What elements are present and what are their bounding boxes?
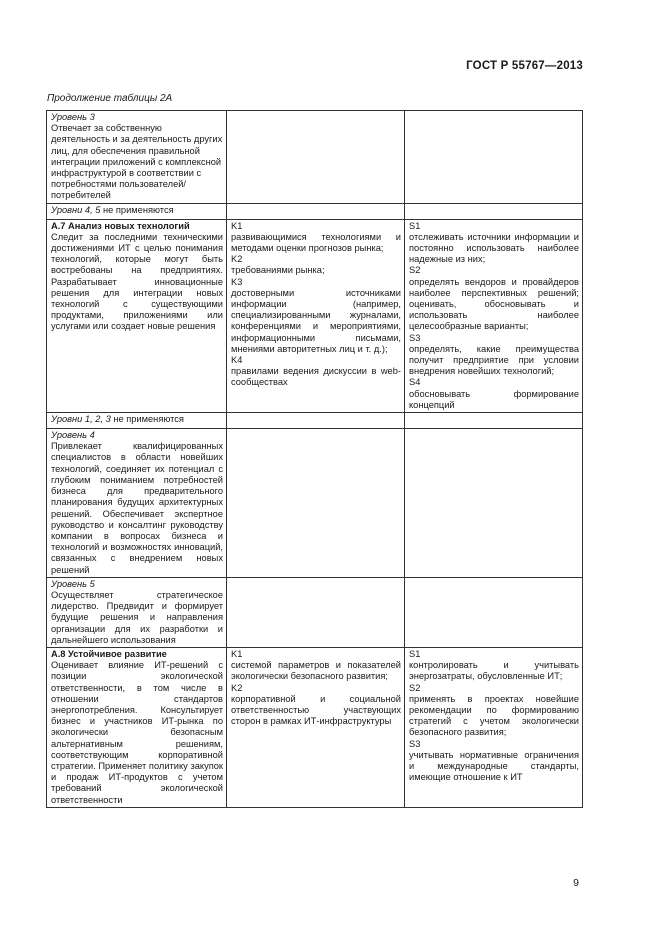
- not-applicable-text: не применяются: [100, 204, 174, 215]
- knowledge-cell: [227, 577, 405, 647]
- skill-text: обосновывать формирование концепций: [409, 388, 579, 410]
- skill-code: S1: [409, 220, 421, 231]
- levels-not-applicable-cell: [47, 203, 227, 219]
- competence-description: Следит за последними техническими достижениями ИТ с целью понимания технологий, которые могут быть востребованы на предприятиях. Разрабатывает инновационные решения для интеграции новых технологий с существующими продуктами, приложениями или услугами или создает новые решения: [51, 231, 223, 332]
- page-number: 9: [573, 877, 579, 889]
- table-continuation-caption: Продолжение таблицы 2А: [47, 93, 173, 104]
- knowledge-text: корпоративной и социальной ответственностью участвующих сторон в рамках ИТ-инфраструктуры: [231, 693, 401, 727]
- skills-cell: [405, 111, 583, 204]
- level-description-cell: [47, 111, 227, 204]
- knowledge-text: правилами ведения дискуссии в web-сообществах: [231, 366, 401, 388]
- competence-description: Оценивает влияние ИТ-решений с позиции экологической ответственности, в том числе в отношении стандартов энергопотребления. Консультирует бизнес и участников ИТ-рынка по экологически безопасным альтернативным решениям, соответствующим корпоративной стратегии. Применяет политику закупок и продаж ИТ-продуктов с учетом требований экологической ответственности: [51, 660, 223, 805]
- competence-title: А.8 Устойчивое развитие: [51, 648, 167, 659]
- knowledge-text: развивающимися технологиями и методами оценки прогнозов рынка;: [231, 231, 401, 254]
- skills-cell: [405, 203, 583, 219]
- not-applicable-text: не применяются: [110, 414, 184, 425]
- skill-text: контролировать и учитывать энергозатраты, обусловленные ИТ;: [409, 660, 579, 682]
- table-row: [47, 413, 583, 429]
- level-description-cell: [47, 429, 227, 578]
- skills-cell: [405, 413, 583, 429]
- standard-number: ГОСТ Р 55767—2013: [466, 60, 583, 72]
- competence-table: [46, 110, 583, 808]
- knowledge-text: достоверными источниками информации (например, специализированными журналами, конференциями и мероприятиями, информационными письмами, мнениями авторитетных лиц и т. д.);: [231, 287, 401, 354]
- skill-text: определять вендоров и провайдеров наиболее перспективных решений; оценивать, обосновывать и использовать наиболее целесообразные варианты;: [409, 276, 579, 332]
- knowledge-cell: [227, 111, 405, 204]
- level-description: Осуществляет стратегическое лидерство. Предвидит и формирует будущие решения и направления организации для их разработки и дальнейшего использования: [51, 589, 223, 645]
- table-row: [47, 111, 583, 204]
- skill-text: определять, какие преимущества получит предприятие при условии внедрения новейших технологий;: [409, 343, 579, 377]
- skill-text: отслеживать источники информации и постоянно использовать наиболее надежные из них;: [409, 231, 579, 265]
- knowledge-cell: [227, 429, 405, 578]
- knowledge-code: K1: [231, 220, 243, 231]
- table-row: [47, 647, 583, 807]
- knowledge-code: K2: [231, 254, 243, 265]
- skills-cell: [405, 647, 583, 807]
- competence-cell: [47, 219, 227, 412]
- table-row: [47, 577, 583, 647]
- level-description: Отвечает за собственную деятельность и за деятельность других лиц, для обеспечения правильной интеграции приложений с комплексной инфраструктурой в соответствии с потребностями пользователей/потребителей: [51, 123, 223, 201]
- knowledge-code: K1: [231, 648, 243, 659]
- level-title: Уровень 4: [51, 430, 95, 441]
- knowledge-text: системой параметров и показателей экологически безопасного развития;: [231, 660, 401, 682]
- knowledge-code: K2: [231, 682, 243, 693]
- competence-title: А.7 Анализ новых технологий: [51, 220, 190, 231]
- skills-cell: [405, 429, 583, 578]
- levels-list: Уровни 4, 5: [51, 204, 101, 215]
- skill-code: S2: [409, 265, 421, 276]
- table-row: [47, 429, 583, 578]
- knowledge-code: K3: [231, 276, 243, 287]
- skill-code: S2: [409, 682, 421, 693]
- knowledge-cell: [227, 203, 405, 219]
- levels-list: Уровни 1, 2, 3: [51, 414, 111, 425]
- skill-code: S4: [409, 377, 421, 388]
- table-row: [47, 203, 583, 219]
- table-row: [47, 219, 583, 412]
- skills-cell: [405, 577, 583, 647]
- knowledge-code: K4: [231, 355, 243, 366]
- skill-text: применять в проектах новейшие рекомендации по формированию стратегий с учетом экологически безопасного развития;: [409, 693, 579, 738]
- skill-code: S3: [409, 738, 421, 749]
- level-description: Привлекает квалифицированных специалистов в области новейших технологий, соединяет их потенциал с глубоким пониманием потребностей бизнеса для предварительного планирования будущих архитектурных решений. Обеспечивает экспертное руководство и консалтинг руководству компании в вопросах бизнеса и технологий и возможностях инноваций, связанных с внедрением новых решений: [51, 441, 223, 575]
- knowledge-text: требованиями рынка;: [231, 265, 325, 276]
- skill-text: учитывать нормативные ограничения и международные стандарты, имеющие отношение к ИТ: [409, 749, 579, 783]
- knowledge-cell: [227, 413, 405, 429]
- levels-not-applicable-cell: [47, 413, 227, 429]
- level-title: Уровень 3: [51, 112, 95, 122]
- level-title: Уровень 5: [51, 578, 95, 589]
- skill-code: S3: [409, 332, 421, 343]
- skill-code: S1: [409, 648, 421, 659]
- knowledge-cell: [227, 647, 405, 807]
- competence-cell: [47, 647, 227, 807]
- skills-cell: [405, 219, 583, 412]
- knowledge-cell: [227, 219, 405, 412]
- level-description-cell: [47, 577, 227, 647]
